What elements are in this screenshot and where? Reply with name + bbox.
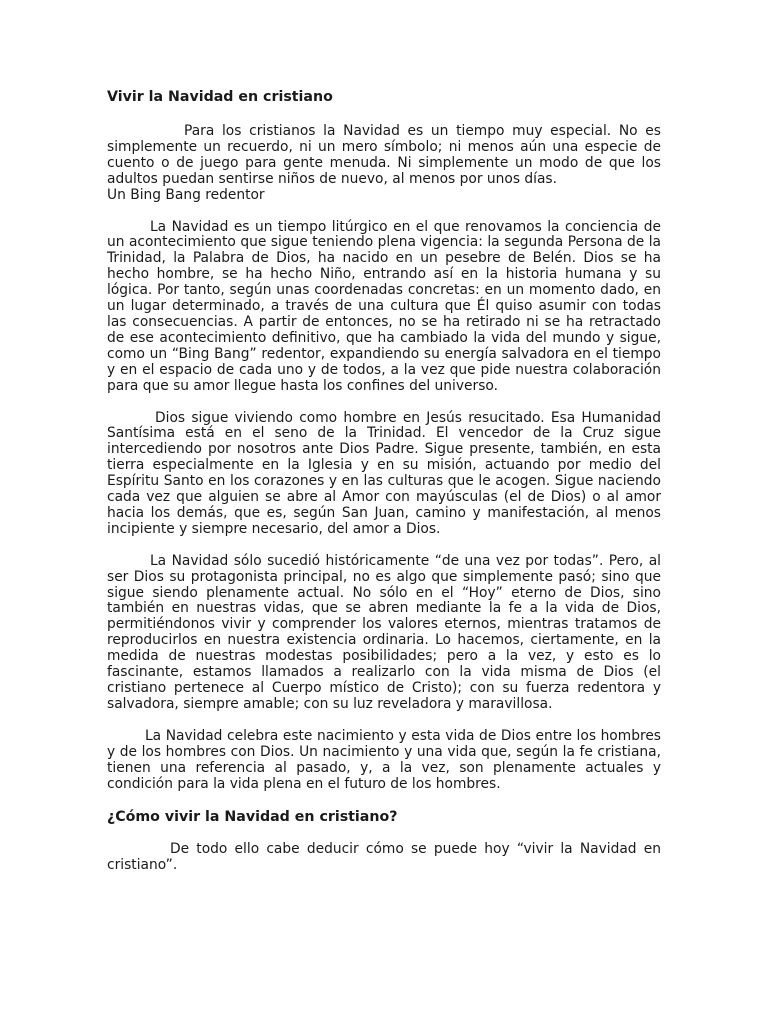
body-paragraph: La Navidad es un tiempo litúrgico en el que renovamos la conciencia de un acontecimiento que sigue teniendo plena vigencia: la segunda Persona de la Trinidad, la Palabra de Dios, ha nacido en un pesebre de Belén. Dios se ha hecho hombre, se ha hecho Niño, entrando así en la historia humana y su lógica. Por tanto, según unas coordenadas concretas: en un momento dado, en un lugar determinado, a través de una cultura que Él quiso asumir con todas las consecuencias. A partir de entonces, no se ha retirado ni se ha retractado de ese acontecimiento definitivo, que ha cambiado la vida del mundo y sigue, como un “Bing Bang” redentor, expandiendo su energía salvadora en el tiempo y en el espacio de cada uno y de todos, a la vez que pide nuestra colaboración para que su amor llegue hasta los confines del universo. <box>107 218 661 394</box>
section-subheading: ¿Cómo vivir la Navidad en cristiano? <box>107 809 398 826</box>
body-paragraph: La Navidad celebra este nacimiento y esta vida de Dios entre los hombres y de los hombres con Dios. Un nacimiento y una vida que, según la fe cristiana, tienen una referencia al pasado, y, a la vez, son plenamente actuales y condición para la vida plena en el futuro de los hombres. <box>107 727 661 792</box>
intro-paragraph: Para los cristianos la Navidad es un tiempo muy especial. No es simplemente un recuerdo, ni un mero símbolo; ni menos aún una especie de cuento o de juego para gente menuda. Ni simplemente un modo de que los adultos puedan sentirse niños de nuevo, al menos por unos días. <box>107 123 661 187</box>
spacer <box>107 538 661 554</box>
document-page <box>107 88 661 874</box>
spacer <box>107 395 661 411</box>
spacer <box>107 792 661 808</box>
closing-paragraph: De todo ello cabe deducir cómo se puede hoy “vivir la Navidad en cristiano”. <box>107 841 661 874</box>
spacer <box>107 826 661 842</box>
section-label: Un Bing Bang redentor <box>107 186 265 203</box>
body-paragraph: Dios sigue viviendo como hombre en Jesús resucitado. Esa Humanidad Santísima está en el seno de la Trinidad. El vencedor de la Cruz sigue intercediendo por nosotros ante Dios Padre. Sigue presente, también, en esta tierra especialmente en la Iglesia y en su misión, actuando por medio del Espíritu Santo en los corazones y en las culturas que le acogen. Sigue naciendo cada vez que alguien se abre al Amor con mayúsculas (el de Dios) o al amor hacia los demás, que es, según San Juan, camino y manifestación, al menos incipiente y siempre necesario, del amor a Dios. <box>107 409 661 537</box>
spacer <box>107 713 661 729</box>
body-paragraph: La Navidad sólo sucedió históricamente “de una vez por todas”. Pero, al ser Dios su protagonista principal, no es algo que simplemente pasó; sino que sigue siendo plenamente actual. No sólo en el “Hoy” eterno de Dios, sino también en nuestras vidas, que se abren mediante la fe a la vida de Dios, permitiéndonos vivir y comprender los valores eternos, mientras tratamos de reproducirlos en nuestra existencia ordinaria. Lo hacemos, ciertamente, en la medida de nuestras modestas posibilidades; pero a la vez, y esto es lo fascinante, estamos llamados a realizarlo con la vida misma de Dios (el cristiano pertenece al Cuerpo místico de Cristo); con su fuerza redentora y salvadora, siempre amable; con su luz reveladora y maravillosa. <box>107 552 661 712</box>
document-title: Vivir la Navidad en cristiano <box>107 89 333 105</box>
spacer <box>107 204 661 220</box>
